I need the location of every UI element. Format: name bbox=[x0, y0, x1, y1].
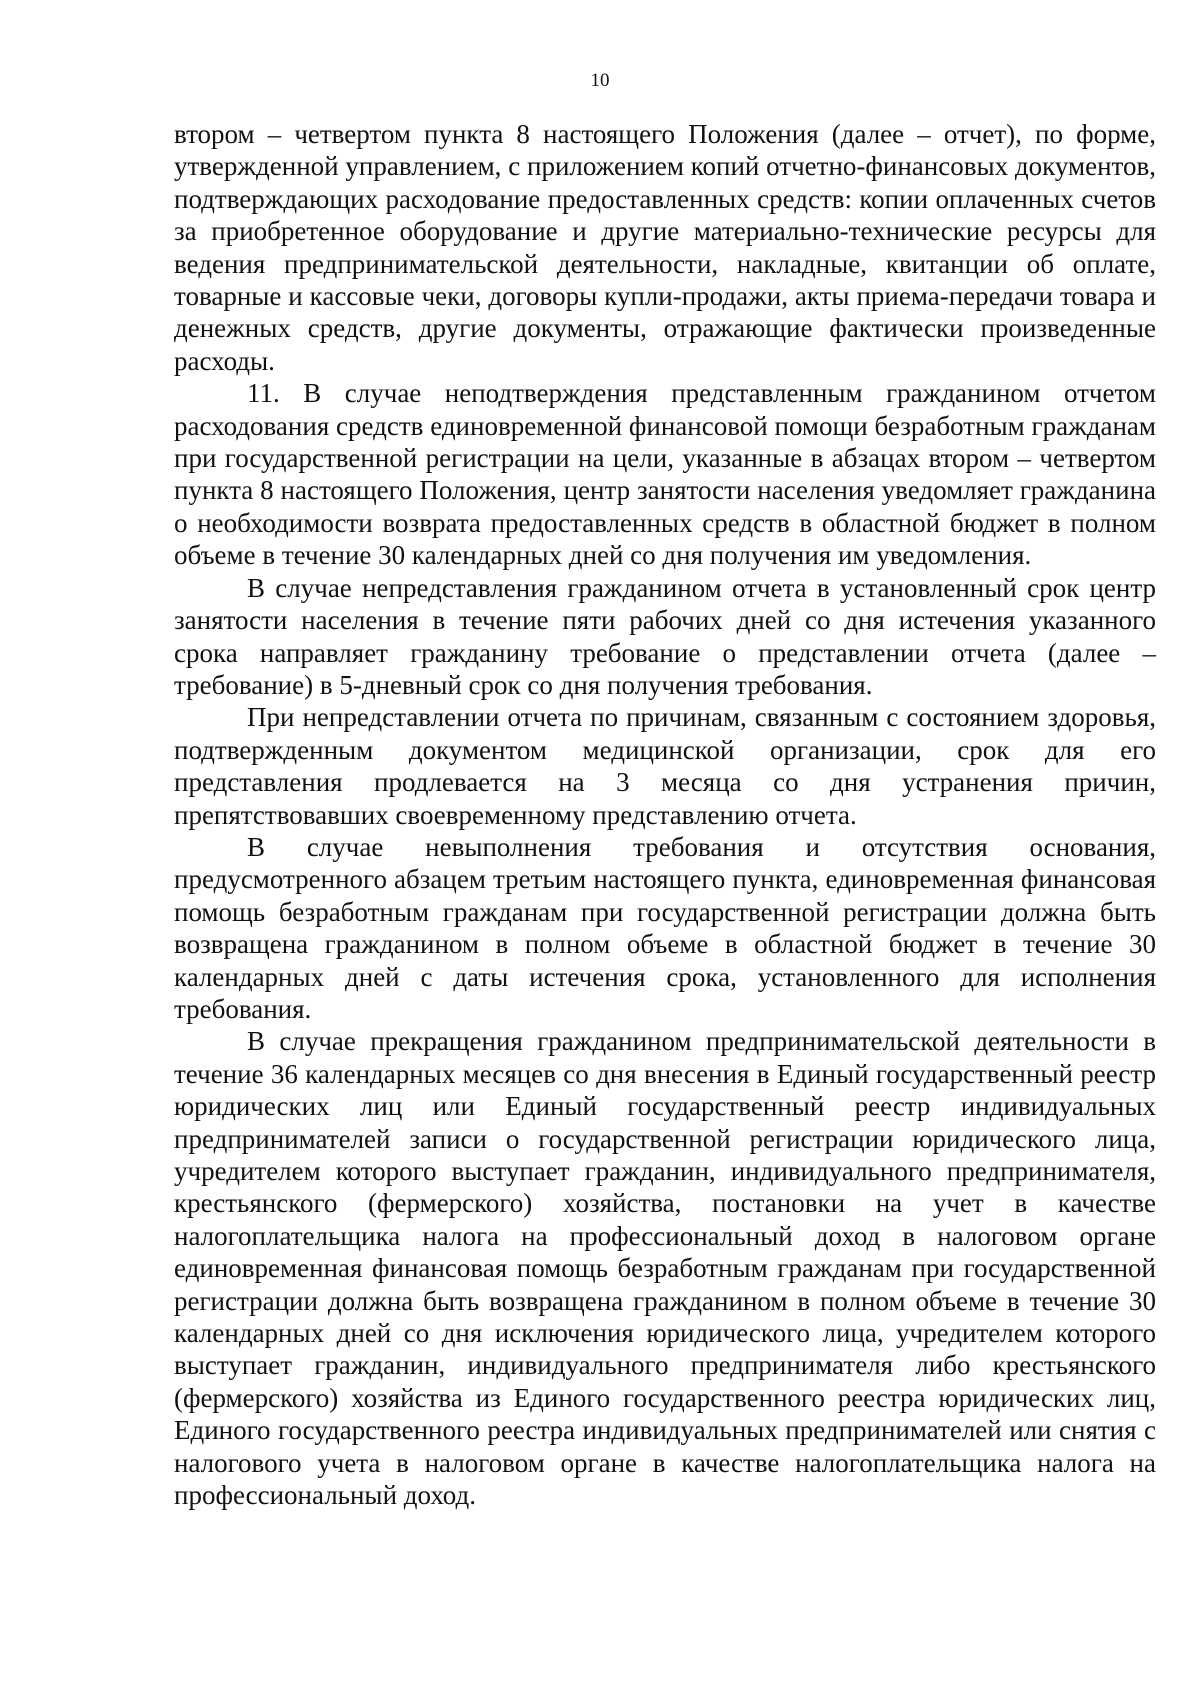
paragraph-continuation: втором – четвертом пункта 8 настоящего Положения (далее – отчет), по форме, утвержденной управлением, с приложением копий отчетно-финансовых документов, подтверждающих расходование предоставленных средств: копии оплаченных счетов за приобретенное оборудование и другие материально-технические ресурсы для ведения предпринимательской деятельности, накладные, квитанции об оплате, товарные и кассовые чеки, договоры купли-продажи, акты приема-передачи товара и денежных средств, другие документы, отражающие фактически произведенные расходы. bbox=[174, 119, 1156, 376]
paragraph-activity-termination: В случае прекращения гражданином предпринимательской деятельности в течение 36 календарных месяцев со дня внесения в Единый государственный реестр юридических лиц или Единый государственный реестр индивидуальных предпринимателей записи о государственной регистрации юридического лица, учредителем которого выступает гражданин, индивидуального предпринимателя, крестьянского (фермерского) хозяйства, постановки на учет в качестве налогоплательщика налога на профессиональный доход в налоговом органе единовременная финансовая помощь безработным гражданам при государственной регистрации должна быть возвращена гражданином в полном объеме в течение 30 календарных дней со дня исключения юридического лица, учредителем которого выступает гражданин, индивидуального предпринимателя либо крестьянского (фермерского) хозяйства из Единого государственного реестра юридических лиц, Единого государственного реестра индивидуальных предпринимателей или снятия с налогового учета в налоговом органе в качестве налогоплательщика налога на профессиональный доход. bbox=[174, 1026, 1156, 1511]
paragraph-health-extension: При непредставлении отчета по причинам, связанным с состоянием здоровья, подтвержденным документом медицинской организации, срок для его представления продлевается на 3 месяца со дня устранения причин, препятствовавших своевременному представлению отчета. bbox=[174, 702, 1156, 830]
paragraph-requirement-nonfulfillment: В случае невыполнения требования и отсутствия основания, предусмотренного абзацем третьим настоящего пункта, единовременная финансовая помощь безработным гражданам при государственной регистрации должна быть возвращена гражданином в полном объеме в областной бюджет в течение 30 календарных дней с даты истечения срока, установленного для исполнения требования. bbox=[174, 831, 1156, 1024]
paragraph-clause-11: 11. В случае неподтверждения представленным гражданином отчетом расходования средств единовременной финансовой помощи безработным гражданам при государственной регистрации на цели, указанные в абзацах втором – четвертом пункта 8 настоящего Положения, центр занятости населения уведомляет гражданина о необходимости возврата предоставленных средств в областной бюджет в полном объеме в течение 30 календарных дней со дня получения им уведомления. bbox=[174, 378, 1156, 571]
paragraph-report-nonsubmission: В случае непредставления гражданином отчета в установленный срок центр занятости населения в течение пяти рабочих дней со дня истечения указанного срока направляет гражданину требование о представлении отчета (далее – требование) в 5-дневный срок со дня получения требования. bbox=[174, 572, 1156, 700]
page-number: 10 bbox=[590, 70, 610, 91]
document-body bbox=[174, 118, 1156, 1511]
